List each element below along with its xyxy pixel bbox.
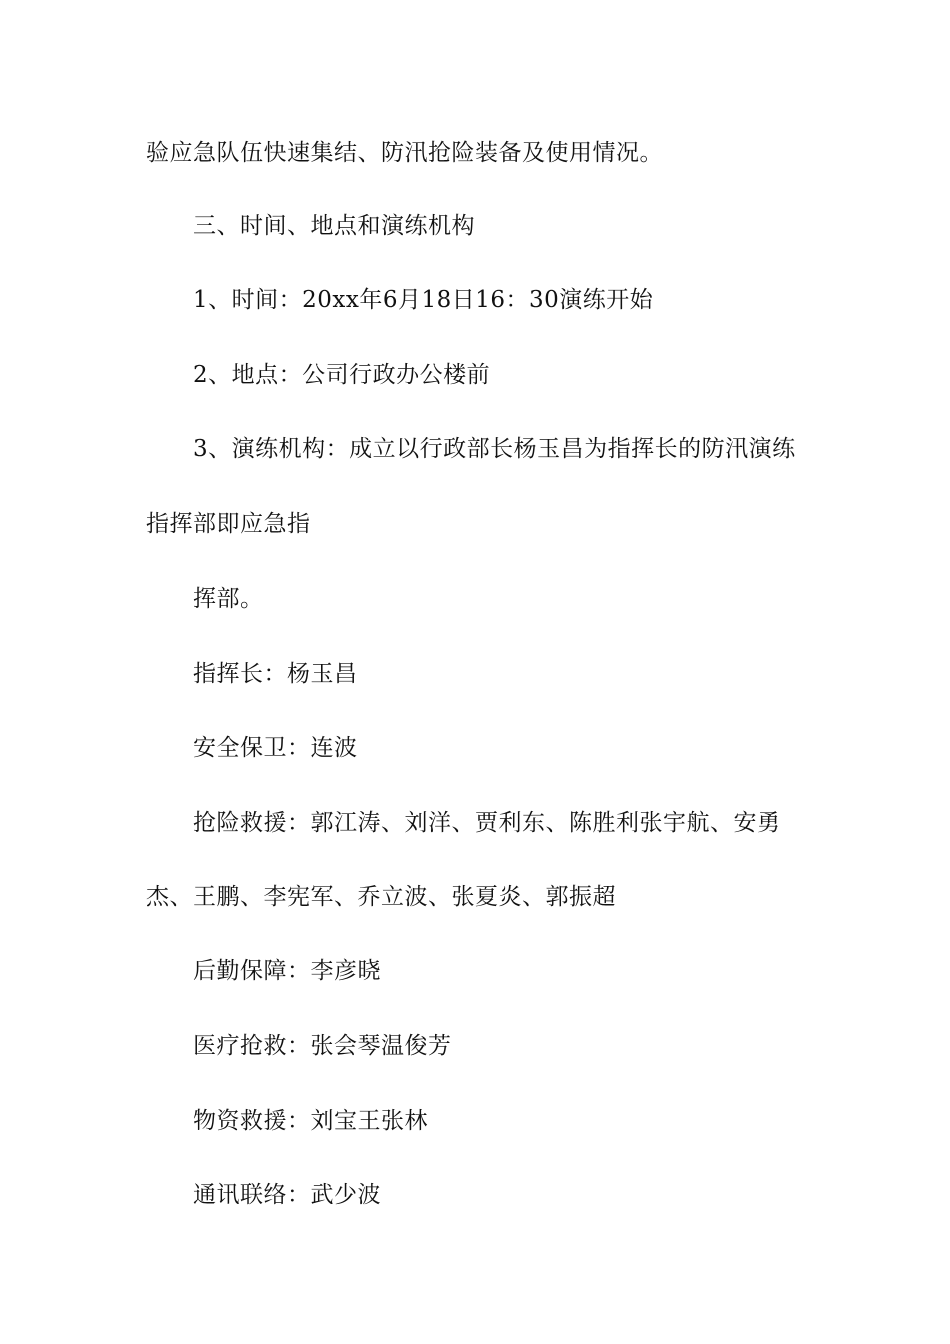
role-communications: 通讯联络：武少波	[193, 1182, 381, 1208]
list-item-location: 2、地点：公司行政办公楼前	[193, 362, 491, 388]
role-logistics: 后勤保障：李彦晓	[193, 958, 381, 984]
list-item-time: 1、时间：20xx年6月18日16：30演练开始	[193, 287, 654, 313]
paragraph-continuation: 验应急队伍快速集结、防汛抢险装备及使用情况。	[146, 140, 663, 166]
section-heading: 三、时间、地点和演练机构	[193, 213, 475, 239]
list-item-organization-cont: 指挥部即应急指	[146, 511, 311, 537]
role-medical: 医疗抢救：张会琴温俊芳	[193, 1033, 452, 1059]
role-rescue-cont: 杰、王鹏、李宪军、乔立波、张夏炎、郭振超	[146, 884, 616, 910]
role-security: 安全保卫：连波	[193, 735, 358, 761]
role-commander: 指挥长：杨玉昌	[193, 661, 358, 687]
role-supplies: 物资救援：刘宝王张林	[193, 1108, 428, 1134]
list-item-organization-end: 挥部。	[193, 586, 264, 612]
role-rescue: 抢险救援：郭江涛、刘洋、贾利东、陈胜利张宇航、安勇	[193, 810, 781, 836]
list-item-organization: 3、演练机构：成立以行政部长杨玉昌为指挥长的防汛演练	[193, 436, 796, 462]
